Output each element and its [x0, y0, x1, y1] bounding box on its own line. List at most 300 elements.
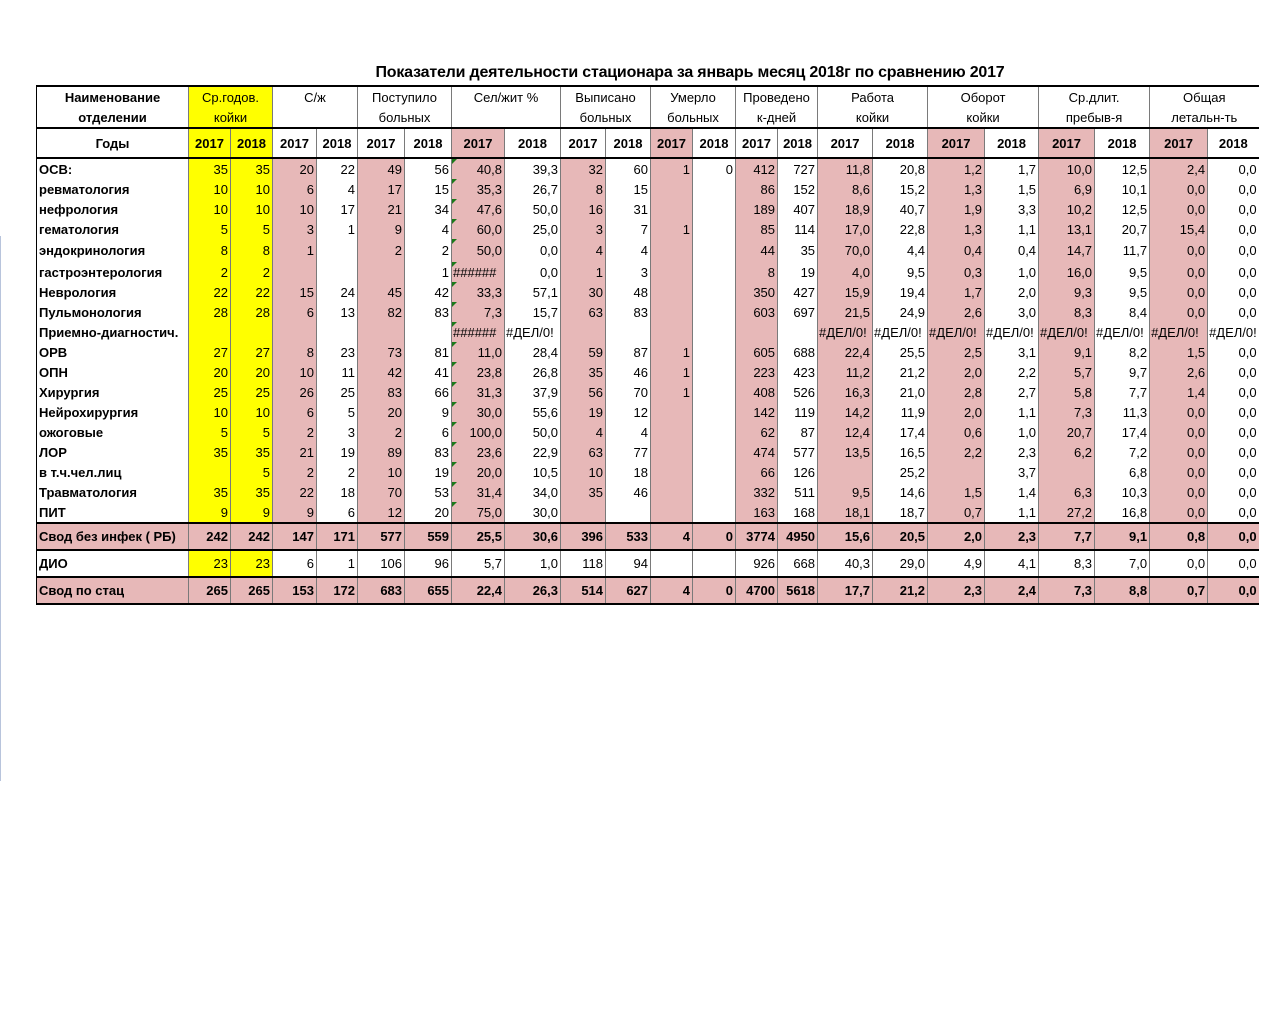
table-cell: 87: [606, 342, 651, 362]
table-cell: 10: [273, 362, 317, 382]
table-cell: 50,0: [505, 199, 561, 219]
table-cell: 24,9: [873, 302, 928, 322]
table-cell: 332: [736, 482, 778, 502]
table-cell: 1,0: [505, 550, 561, 577]
table-cell: 30,6: [505, 523, 561, 550]
table-cell: [651, 550, 693, 577]
table-cell: 142: [736, 402, 778, 422]
table-cell: #ДЕЛ/0!: [985, 322, 1039, 342]
department-name: ОПН: [37, 362, 189, 382]
table-cell: 23: [317, 342, 358, 362]
table-cell: 4,4: [873, 239, 928, 262]
table-cell: [736, 322, 778, 342]
table-cell: 12,5: [1095, 158, 1150, 179]
table-cell: 20,0: [452, 462, 505, 482]
table-cell: 26,8: [505, 362, 561, 382]
table-cell: [189, 322, 231, 342]
table-cell: 0,0: [1208, 262, 1259, 282]
table-row: [37, 523, 1259, 550]
table-cell: 0,0: [1208, 550, 1259, 577]
table-cell: 10: [189, 179, 231, 199]
table-cell: 50,0: [505, 422, 561, 442]
table-row: [37, 199, 1259, 219]
table-cell: [561, 502, 606, 523]
table-cell: 1: [651, 158, 693, 179]
table-cell: 20: [273, 158, 317, 179]
table-cell: 2,6: [928, 302, 985, 322]
table-cell: 2,0: [928, 402, 985, 422]
header-group-10-line1: Общая: [1150, 86, 1259, 107]
table-cell: 10: [231, 199, 273, 219]
table-cell: 3774: [736, 523, 778, 550]
table-cell: 35: [231, 482, 273, 502]
table-cell: [693, 502, 736, 523]
table-cell: [778, 322, 818, 342]
table-cell: 21,5: [818, 302, 873, 322]
table-row: [37, 362, 1259, 382]
table-cell: 9,1: [1039, 342, 1095, 362]
department-name: ОСВ:: [37, 158, 189, 179]
table-cell: 0,0: [1208, 342, 1259, 362]
header-group-1-line2: [273, 107, 358, 128]
table-cell: 35: [778, 239, 818, 262]
table-cell: 75,0: [452, 502, 505, 523]
table-cell: 8: [561, 179, 606, 199]
table-cell: 5: [231, 219, 273, 239]
table-cell: 9,5: [1095, 262, 1150, 282]
table-cell: 20,5: [873, 523, 928, 550]
table-cell: 23,6: [452, 442, 505, 462]
table-cell: 2: [358, 422, 405, 442]
table-cell: 577: [778, 442, 818, 462]
table-cell: 0,0: [1208, 462, 1259, 482]
table-cell: 0,0: [1208, 158, 1259, 179]
table-cell: 7,3: [1039, 402, 1095, 422]
table-cell: 48: [606, 282, 651, 302]
header-group-3-line2: [452, 107, 561, 128]
table-cell: 10,5: [505, 462, 561, 482]
table-cell: 21: [358, 199, 405, 219]
table-cell: 35: [189, 442, 231, 462]
table-cell: 63: [561, 442, 606, 462]
table-cell: 577: [358, 523, 405, 550]
table-cell: #ДЕЛ/0!: [1095, 322, 1150, 342]
table-cell: 5618: [778, 577, 818, 604]
table-cell: 20: [189, 362, 231, 382]
table-cell: 15: [405, 179, 452, 199]
table-cell: 0,4: [928, 239, 985, 262]
table-cell: 22,8: [873, 219, 928, 239]
table-cell: 8: [273, 342, 317, 362]
table-cell: [693, 362, 736, 382]
table-cell: 55,6: [505, 402, 561, 422]
department-name: ПИТ: [37, 502, 189, 523]
table-cell: 189: [736, 199, 778, 219]
table-cell: 15: [606, 179, 651, 199]
year-header-cell: 2017: [358, 128, 405, 158]
table-cell: 4: [561, 422, 606, 442]
table-cell: 4: [606, 422, 651, 442]
table-cell: 66: [405, 382, 452, 402]
table-cell: 7,7: [1095, 382, 1150, 402]
table-cell: 2,3: [928, 577, 985, 604]
table-cell: 15,7: [505, 302, 561, 322]
table-cell: 2: [405, 239, 452, 262]
header-group-4-line2: больных: [561, 107, 651, 128]
department-name: Нейрохирургия: [37, 402, 189, 422]
table-cell: 11,7: [1095, 239, 1150, 262]
year-header-cell: 2017: [452, 128, 505, 158]
table-cell: 8,4: [1095, 302, 1150, 322]
hospital-stats-table: [36, 85, 1259, 605]
table-cell: 8,6: [818, 179, 873, 199]
table-row: [37, 462, 1259, 482]
table-row: [37, 302, 1259, 322]
table-cell: 0,0: [1150, 550, 1208, 577]
header-name-line2: отделении: [37, 107, 189, 128]
table-cell: 37,9: [505, 382, 561, 402]
table-cell: 10: [358, 462, 405, 482]
table-cell: [405, 322, 452, 342]
table-cell: 81: [405, 342, 452, 362]
table-cell: 53: [405, 482, 452, 502]
table-cell: 40,8: [452, 158, 505, 179]
table-cell: [693, 322, 736, 342]
table-cell: 0,0: [1208, 219, 1259, 239]
table-cell: 86: [736, 179, 778, 199]
table-cell: 14,2: [818, 402, 873, 422]
table-cell: 25: [317, 382, 358, 402]
table-cell: [651, 442, 693, 462]
table-row: [37, 322, 1259, 342]
table-cell: 0,3: [928, 262, 985, 282]
table-cell: 10: [273, 199, 317, 219]
table-cell: 2,2: [985, 362, 1039, 382]
table-cell: 1: [317, 550, 358, 577]
department-name: в т.ч.чел.лиц: [37, 462, 189, 482]
table-cell: 242: [189, 523, 231, 550]
table-cell: 26,3: [505, 577, 561, 604]
table-row: [37, 550, 1259, 577]
table-cell: 2: [358, 239, 405, 262]
table-cell: 0,7: [1150, 577, 1208, 604]
table-cell: 4950: [778, 523, 818, 550]
department-name: Травматология: [37, 482, 189, 502]
table-cell: 0,0: [1208, 577, 1259, 604]
table-cell: 0,0: [1150, 502, 1208, 523]
table-cell: 1: [561, 262, 606, 282]
table-cell: [189, 462, 231, 482]
table-cell: 11,3: [1095, 402, 1150, 422]
table-cell: [693, 282, 736, 302]
table-cell: 31,4: [452, 482, 505, 502]
table-cell: [693, 442, 736, 462]
table-cell: 30,0: [452, 402, 505, 422]
table-cell: 0,0: [1208, 482, 1259, 502]
table-cell: 23,8: [452, 362, 505, 382]
table-cell: [651, 179, 693, 199]
table-cell: 16,3: [818, 382, 873, 402]
header-years-row: [37, 128, 1259, 158]
table-cell: 1,1: [985, 402, 1039, 422]
table-cell: 18,9: [818, 199, 873, 219]
table-cell: 0,0: [1150, 462, 1208, 482]
table-cell: 13: [317, 302, 358, 322]
table-cell: 6,8: [1095, 462, 1150, 482]
table-cell: [651, 322, 693, 342]
table-cell: 697: [778, 302, 818, 322]
table-cell: 12,5: [1095, 199, 1150, 219]
table-cell: 22: [317, 158, 358, 179]
table-cell: 1,7: [928, 282, 985, 302]
table-cell: 19,4: [873, 282, 928, 302]
year-header-cell: 2018: [231, 128, 273, 158]
table-cell: [693, 482, 736, 502]
table-cell: 8,8: [1095, 577, 1150, 604]
table-cell: [651, 502, 693, 523]
table-cell: 19: [561, 402, 606, 422]
table-cell: 22,4: [818, 342, 873, 362]
department-name: ожоговые: [37, 422, 189, 442]
table-cell: 29,0: [873, 550, 928, 577]
table-cell: 24: [317, 282, 358, 302]
table-cell: [693, 219, 736, 239]
table-cell: 30,0: [505, 502, 561, 523]
table-cell: 6: [273, 179, 317, 199]
table-cell: 44: [736, 239, 778, 262]
table-cell: 23: [231, 550, 273, 577]
table-cell: 16: [561, 199, 606, 219]
table-cell: [651, 402, 693, 422]
table-cell: 20: [405, 502, 452, 523]
table-row: [37, 239, 1259, 262]
table-cell: 18,1: [818, 502, 873, 523]
table-cell: 0: [693, 158, 736, 179]
header-row-1: [37, 86, 1259, 107]
table-cell: 5,8: [1039, 382, 1095, 402]
table-cell: [651, 422, 693, 442]
table-cell: [317, 239, 358, 262]
table-cell: [693, 462, 736, 482]
table-cell: [651, 302, 693, 322]
table-cell: 18,7: [873, 502, 928, 523]
table-cell: 242: [231, 523, 273, 550]
table-cell: [693, 382, 736, 402]
year-header-cell: 2017: [736, 128, 778, 158]
table-cell: 4: [405, 219, 452, 239]
table-cell: 0,0: [505, 239, 561, 262]
table-cell: 6,9: [1039, 179, 1095, 199]
table-cell: [693, 262, 736, 282]
table-cell: 82: [358, 302, 405, 322]
table-cell: 12: [358, 502, 405, 523]
table-cell: 1,5: [985, 179, 1039, 199]
table-cell: 407: [778, 199, 818, 219]
table-cell: 114: [778, 219, 818, 239]
table-cell: 7,3: [452, 302, 505, 322]
table-cell: 12,4: [818, 422, 873, 442]
table-cell: 4,0: [818, 262, 873, 282]
table-cell: 4: [606, 239, 651, 262]
table-cell: [231, 322, 273, 342]
table-cell: 10,3: [1095, 482, 1150, 502]
table-cell: 688: [778, 342, 818, 362]
table-cell: [1039, 462, 1095, 482]
left-edge-marker: [0, 236, 1, 781]
table-cell: 96: [405, 550, 452, 577]
table-cell: 11,2: [818, 362, 873, 382]
table-cell: 1,7: [985, 158, 1039, 179]
department-name: Пульмонология: [37, 302, 189, 322]
table-cell: 11: [317, 362, 358, 382]
table-cell: 73: [358, 342, 405, 362]
table-cell: 0,0: [1208, 239, 1259, 262]
table-cell: [651, 482, 693, 502]
table-cell: 15,6: [818, 523, 873, 550]
table-cell: 1,4: [1150, 382, 1208, 402]
table-cell: 2,6: [1150, 362, 1208, 382]
table-row: [37, 158, 1259, 179]
table-cell: 2: [317, 462, 358, 482]
table-cell: 21,2: [873, 577, 928, 604]
table-cell: 10: [189, 402, 231, 422]
table-cell: 27: [189, 342, 231, 362]
table-cell: 0,0: [1208, 523, 1259, 550]
table-cell: 8: [189, 239, 231, 262]
table-cell: 408: [736, 382, 778, 402]
table-cell: 66: [736, 462, 778, 482]
table-cell: 265: [231, 577, 273, 604]
table-row: [37, 262, 1259, 282]
table-cell: [606, 322, 651, 342]
table-cell: 83: [606, 302, 651, 322]
header-group-9-line2: пребыв-я: [1039, 107, 1150, 128]
table-cell: #ДЕЛ/0!: [818, 322, 873, 342]
department-name: гематология: [37, 219, 189, 239]
table-cell: 8: [231, 239, 273, 262]
table-cell: 10: [189, 199, 231, 219]
table-cell: 8,3: [1039, 550, 1095, 577]
table-cell: 17,4: [1095, 422, 1150, 442]
table-cell: 10,0: [1039, 158, 1095, 179]
table-cell: 62: [736, 422, 778, 442]
table-cell: 26: [273, 382, 317, 402]
table-cell: 77: [606, 442, 651, 462]
table-cell: 2,4: [1150, 158, 1208, 179]
table-cell: 17,4: [873, 422, 928, 442]
year-header-cell: 2018: [778, 128, 818, 158]
table-cell: 22,9: [505, 442, 561, 462]
table-cell: 2,8: [928, 382, 985, 402]
table-cell: [693, 402, 736, 422]
table-cell: 126: [778, 462, 818, 482]
table-cell: 25,0: [505, 219, 561, 239]
table-cell: 147: [273, 523, 317, 550]
table-cell: 3: [606, 262, 651, 282]
table-cell: 412: [736, 158, 778, 179]
table-cell: #ДЕЛ/0!: [1150, 322, 1208, 342]
year-header-cell: 2018: [985, 128, 1039, 158]
table-cell: 0,0: [1208, 362, 1259, 382]
table-cell: 1,0: [985, 422, 1039, 442]
table-cell: 683: [358, 577, 405, 604]
header-group-2-line1: Поступило: [358, 86, 452, 107]
table-cell: 85: [736, 219, 778, 239]
department-name: Неврология: [37, 282, 189, 302]
table-cell: 0,0: [1208, 382, 1259, 402]
table-cell: 15,2: [873, 179, 928, 199]
table-cell: 35: [561, 482, 606, 502]
table-cell: 6,2: [1039, 442, 1095, 462]
year-header-cell: 2018: [317, 128, 358, 158]
year-header-cell: 2018: [1095, 128, 1150, 158]
table-cell: 35: [189, 482, 231, 502]
table-cell: 2,3: [985, 442, 1039, 462]
table-cell: 5,7: [452, 550, 505, 577]
table-cell: 0,0: [1208, 302, 1259, 322]
table-cell: 396: [561, 523, 606, 550]
table-cell: 106: [358, 550, 405, 577]
table-cell: 13,5: [818, 442, 873, 462]
table-cell: 50,0: [452, 239, 505, 262]
table-cell: 3,0: [985, 302, 1039, 322]
table-cell: 6: [273, 402, 317, 422]
table-cell: 20,8: [873, 158, 928, 179]
table-row: [37, 282, 1259, 302]
department-name: нефрология: [37, 199, 189, 219]
table-cell: 5: [231, 462, 273, 482]
table-cell: 9: [189, 502, 231, 523]
table-cell: 40,3: [818, 550, 873, 577]
table-cell: 1,5: [928, 482, 985, 502]
table-cell: 5: [231, 422, 273, 442]
table-cell: 6: [405, 422, 452, 442]
table-cell: 223: [736, 362, 778, 382]
header-group-7-line1: Работа: [818, 86, 928, 107]
table-cell: 171: [317, 523, 358, 550]
sheet-title: Показатели деятельности стационара за январь месяц 2018г по сравнению 2017: [375, 64, 1005, 81]
table-cell: 28: [189, 302, 231, 322]
table-cell: 2,7: [985, 382, 1039, 402]
table-cell: 28: [231, 302, 273, 322]
table-cell: [606, 502, 651, 523]
table-cell: 39,3: [505, 158, 561, 179]
table-cell: 474: [736, 442, 778, 462]
table-cell: 22,4: [452, 577, 505, 604]
year-header-cell: 2017: [1039, 128, 1095, 158]
table-cell: 25,2: [873, 462, 928, 482]
table-cell: 1,5: [1150, 342, 1208, 362]
table-cell: 94: [606, 550, 651, 577]
years-label: Годы: [37, 128, 189, 158]
table-cell: 25: [231, 382, 273, 402]
table-cell: 34,0: [505, 482, 561, 502]
table-cell: 18: [317, 482, 358, 502]
table-cell: 47,6: [452, 199, 505, 219]
table-cell: [818, 462, 873, 482]
table-cell: 0,0: [1208, 199, 1259, 219]
table-cell: 0,0: [1150, 422, 1208, 442]
table-cell: [693, 342, 736, 362]
table-cell: 0,7: [928, 502, 985, 523]
table-cell: [693, 199, 736, 219]
table-cell: #ДЕЛ/0!: [873, 322, 928, 342]
table-cell: 1: [317, 219, 358, 239]
table-cell: [273, 262, 317, 282]
table-cell: 5: [317, 402, 358, 422]
table-cell: 9: [273, 502, 317, 523]
table-cell: 42: [405, 282, 452, 302]
